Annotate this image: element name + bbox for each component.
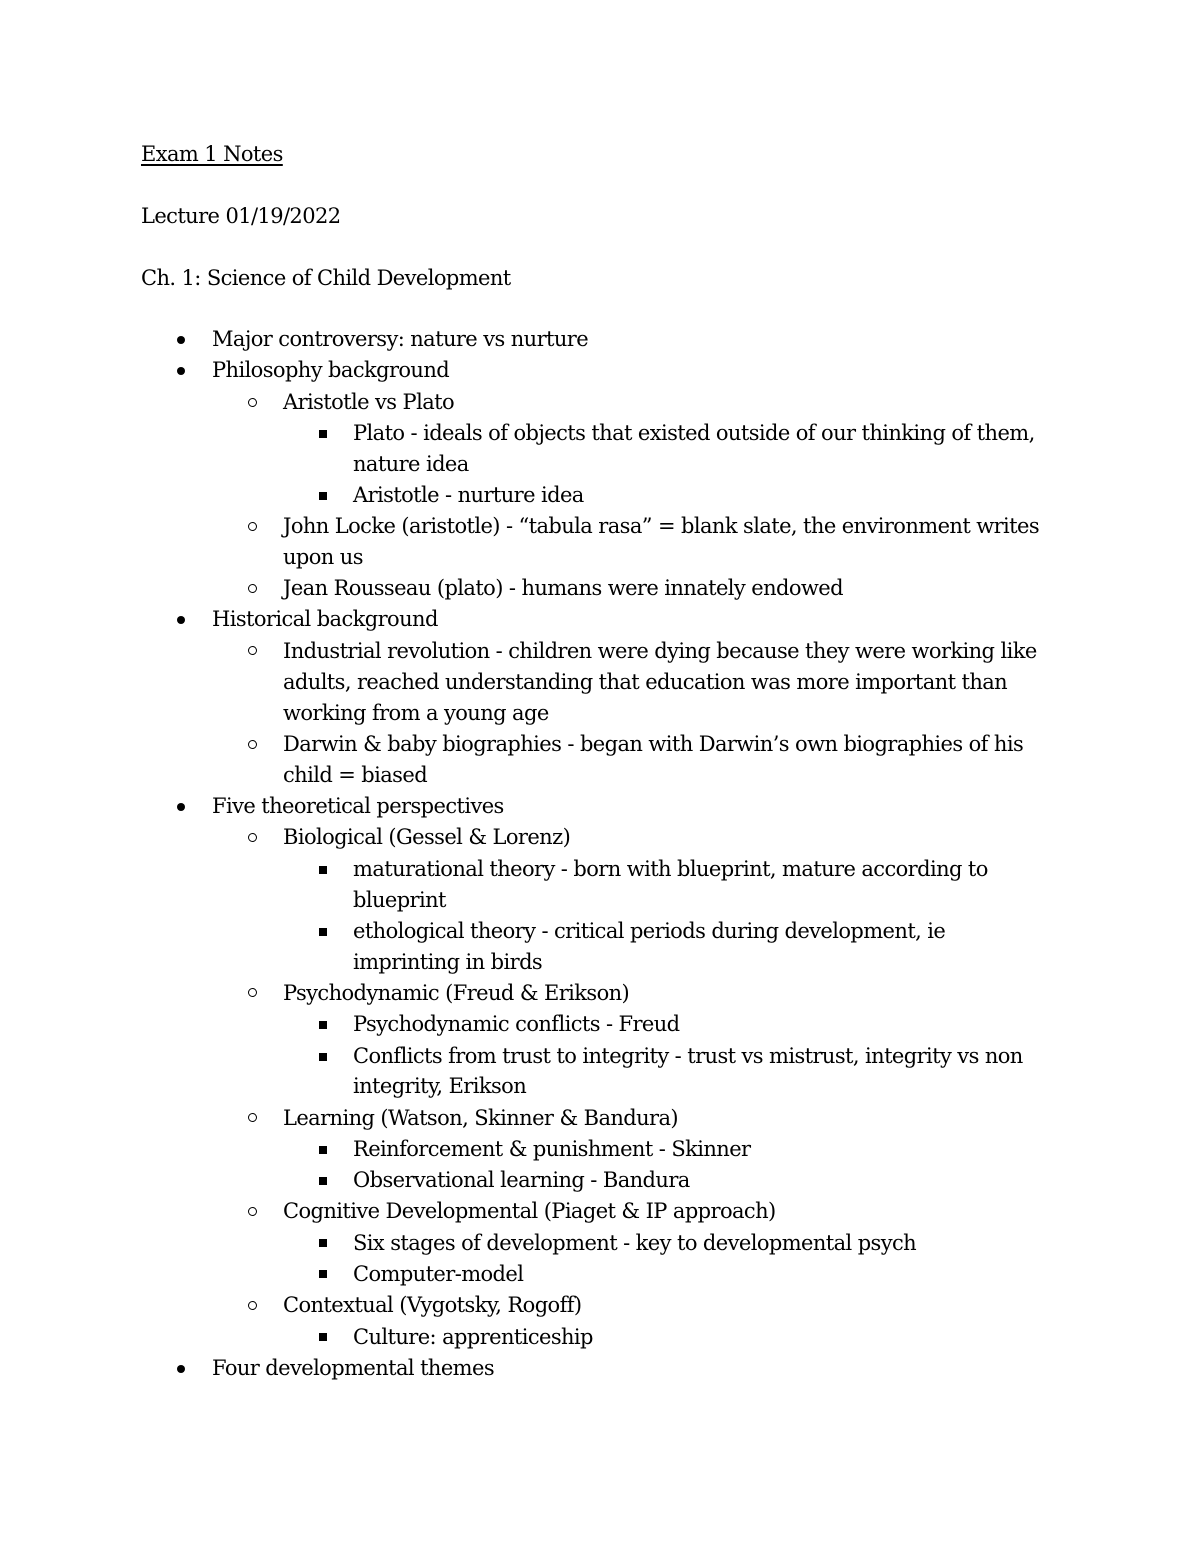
bullet-circle-icon: [248, 833, 257, 842]
list-item: Four developmental themes: [212, 1356, 494, 1380]
list-item: Jean Rousseau (plato) - humans were innately endowed: [283, 576, 843, 600]
list-item: Aristotle vs Plato: [283, 390, 455, 414]
list-item: Five theoretical perspectives: [212, 794, 504, 818]
list-item-continuation: blueprint: [353, 888, 446, 912]
bullet-circle-icon: [248, 740, 257, 749]
bullet-circle-icon: [248, 1301, 257, 1310]
bullet-square-icon: [319, 1333, 327, 1341]
list-item: Industrial revolution - children were dying because they were working like: [283, 639, 1037, 663]
chapter-heading: Ch. 1: Science of Child Development: [141, 266, 511, 290]
bullet-circle-icon: [248, 522, 257, 531]
bullet-square-icon: [319, 1053, 327, 1061]
bullet-dot-icon: [177, 803, 185, 811]
list-item-continuation: child = biased: [283, 763, 428, 787]
list-item: Cognitive Developmental (Piaget & IP approach): [283, 1199, 776, 1223]
bullet-square-icon: [319, 866, 327, 874]
list-item: Philosophy background: [212, 358, 450, 382]
list-item-continuation: adults, reached understanding that education was more important than: [283, 670, 1008, 694]
lecture-date: Lecture 01/19/2022: [141, 204, 341, 228]
list-item-continuation: integrity, Erikson: [353, 1074, 527, 1098]
bullet-circle-icon: [248, 646, 257, 655]
bullet-circle-icon: [248, 398, 257, 407]
list-item: John Locke (aristotle) - “tabula rasa” = blank slate, the environment writes: [283, 514, 1040, 538]
list-item: Observational learning - Bandura: [353, 1168, 690, 1192]
list-item: Contextual (Vygotsky, Rogoff): [283, 1293, 582, 1317]
list-item: Biological (Gessel & Lorenz): [283, 825, 571, 849]
bullet-square-icon: [319, 1270, 327, 1278]
bullet-circle-icon: [248, 584, 257, 593]
list-item: Psychodynamic (Freud & Erikson): [283, 981, 630, 1005]
list-item: Aristotle - nurture idea: [353, 483, 584, 507]
bullet-dot-icon: [177, 616, 185, 624]
list-item-continuation: working from a young age: [283, 701, 549, 725]
bullet-circle-icon: [248, 1207, 257, 1216]
bullet-square-icon: [319, 1239, 327, 1247]
list-item: maturational theory - born with blueprint, mature according to: [353, 857, 988, 881]
bullet-dot-icon: [177, 336, 185, 344]
bullet-square-icon: [319, 492, 327, 500]
list-item-continuation: upon us: [283, 545, 363, 569]
bullet-dot-icon: [177, 367, 185, 375]
bullet-square-icon: [319, 1177, 327, 1185]
list-item-continuation: nature idea: [353, 452, 469, 476]
list-item: Computer-model: [353, 1262, 524, 1286]
list-item: Conflicts from trust to integrity - trust vs mistrust, integrity vs non: [353, 1044, 1023, 1068]
list-item: Plato - ideals of objects that existed outside of our thinking of them,: [353, 421, 1035, 445]
page-title: Exam 1 Notes: [141, 142, 283, 166]
list-item: Darwin & baby biographies - began with Darwin’s own biographies of his: [283, 732, 1024, 756]
bullet-circle-icon: [248, 988, 257, 997]
bullet-dot-icon: [177, 1365, 185, 1373]
list-item: Historical background: [212, 607, 438, 631]
list-item: Psychodynamic conflicts - Freud: [353, 1012, 680, 1036]
list-item-continuation: imprinting in birds: [353, 950, 543, 974]
list-item: Six stages of development - key to developmental psych: [353, 1231, 917, 1255]
bullet-square-icon: [319, 430, 327, 438]
bullet-circle-icon: [248, 1113, 257, 1122]
list-item: Major controversy: nature vs nurture: [212, 327, 589, 351]
list-item: Culture: apprenticeship: [353, 1325, 593, 1349]
list-item: Learning (Watson, Skinner & Bandura): [283, 1106, 679, 1130]
bullet-square-icon: [319, 928, 327, 936]
list-item: ethological theory - critical periods during development, ie: [353, 919, 946, 943]
bullet-square-icon: [319, 1146, 327, 1154]
bullet-square-icon: [319, 1021, 327, 1029]
list-item: Reinforcement & punishment - Skinner: [353, 1137, 751, 1161]
